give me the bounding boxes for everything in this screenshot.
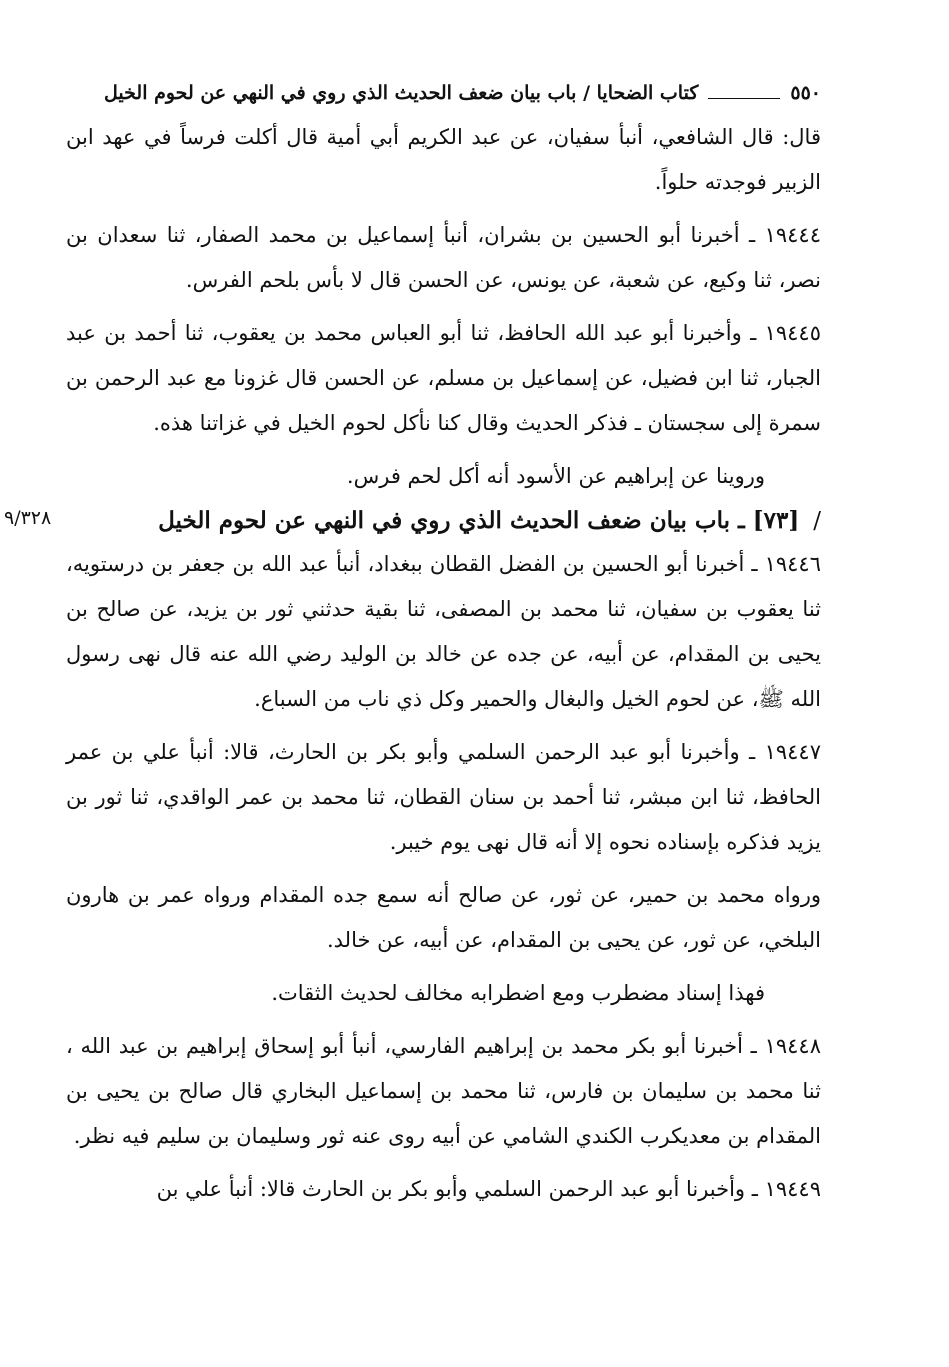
chapter-title: [٧٣] ـ باب بيان ضعف الحديث الذي روي في النهي عن لحوم الخيل [158, 507, 800, 534]
chapter-heading [4, 507, 821, 534]
running-title: كتاب الضحايا / باب بيان ضعف الحديث الذي روي في النهي عن لحوم الخيل [104, 82, 699, 104]
hadith-19446: ١٩٤٤٦ ـ أخبرنا أبو الحسين بن الفضل القطان ببغداد، أنبأ عبد الله بن جعفر بن درستويه، ثنا يعقوب بن سفيان، ثنا محمد بن المصفى، ثنا بقية حدثني ثور بن يزيد، عن صالح بن يحيى بن المقدام، عن أبيه، عن جده عن خالد بن الوليد رضي الله عنه قال نهى رسول الله ﷺ، عن لحوم الخيل والبغال والحمير وكل ذي ناب من السباع. [66, 552, 821, 711]
header-rule [708, 98, 780, 99]
hadith-19449: ١٩٤٤٩ ـ وأخبرنا أبو عبد الرحمن السلمي وأبو بكر بن الحارث قالا: أنبأ علي بن [156, 1177, 821, 1201]
paragraph: فهذا إسناد مضطرب ومع اضطرابه مخالف لحديث الثقات. [271, 981, 765, 1005]
chapter-slash: / [813, 508, 821, 534]
hadith-19445: ١٩٤٤٥ ـ وأخبرنا أبو عبد الله الحافظ، ثنا أبو العباس محمد بن يعقوب، ثنا أحمد بن عبد الجبار، ثنا ابن فضيل، عن إسماعيل بن مسلم، عن الحسن قال غزونا مع عبد الرحمن بن سمرة إلى سجستان ـ فذكر الحديث وقال كنا نأكل لحوم الخيل في غزاتنا هذه. [66, 321, 821, 435]
paragraph: قال: قال الشافعي، أنبأ سفيان، عن عبد الكريم أبي أمية قال أكلت فرساً في عهد ابن الزبير فوجدته حلواً. [66, 125, 821, 194]
hadith-19448: ١٩٤٤٨ ـ أخبرنا أبو بكر محمد بن إبراهيم الفارسي، أنبأ أبو إسحاق إبراهيم بن عبد الله ، ثنا محمد بن سليمان بن فارس، ثنا محمد بن إسماعيل البخاري قال صالح بن يحيى بن المقدام بن معديكرب الكندي الشامي عن أبيه روى عنه ثور وسليمان بن سليم فيه نظر. [66, 1034, 821, 1148]
running-header [66, 82, 821, 105]
hadith-19444: ١٩٤٤٤ ـ أخبرنا أبو الحسين بن بشران، أنبأ إسماعيل بن محمد الصفار، ثنا سعدان بن نصر، ثنا وكيع، عن شعبة، عن يونس، عن الحسن قال لا بأس بلحم الفرس. [66, 223, 821, 292]
paragraph: ورواه محمد بن حمير، عن ثور، عن صالح أنه سمع جده المقدام ورواه عمر بن هارون البلخي، عن ثور، عن يحيى بن المقدام، عن أبيه، عن خالد. [66, 883, 821, 952]
paragraph: وروينا عن إبراهيم عن الأسود أنه أكل لحم فرس. [346, 464, 765, 488]
hadith-19447: ١٩٤٤٧ ـ وأخبرنا أبو عبد الرحمن السلمي وأبو بكر بن الحارث، قالا: أنبأ علي بن عمر الحافظ، ثنا ابن مبشر، ثنا أحمد بن سنان القطان، ثنا محمد بن عمر الواقدي، ثنا ثور بن يزيد فذكره بإسناده نحوه إلا أنه قال نهى يوم خيبر. [66, 740, 821, 854]
volume-page-reference: ٩/٣٢٨ [4, 507, 52, 529]
page-number: ٥٥٠ [790, 82, 821, 104]
